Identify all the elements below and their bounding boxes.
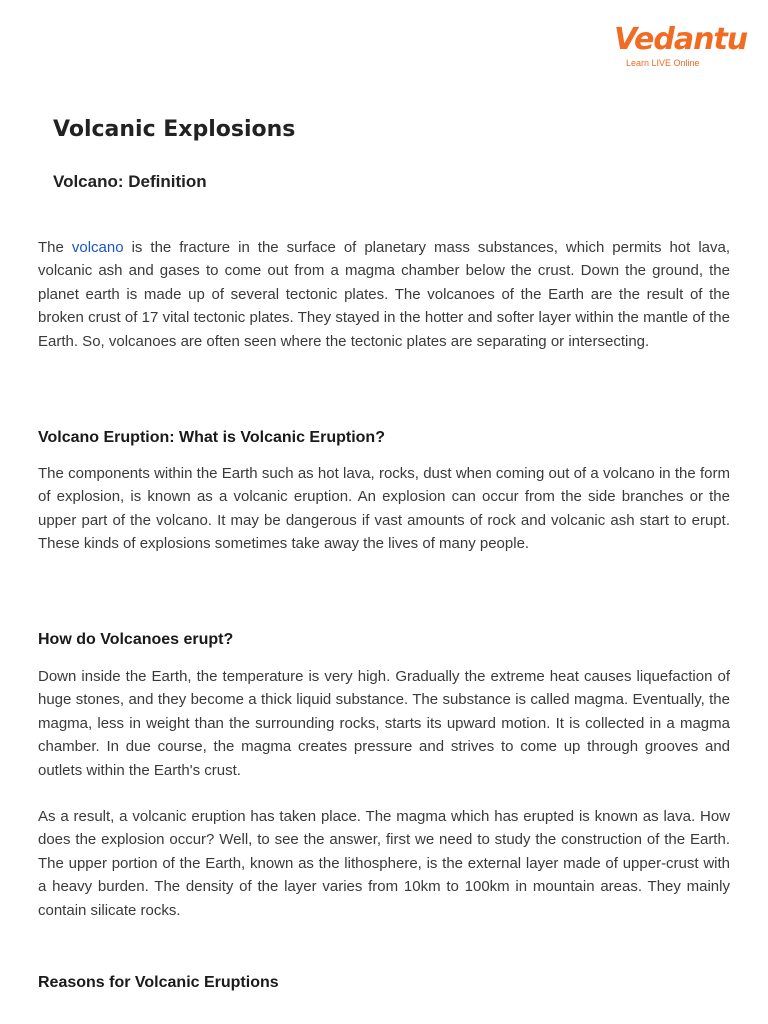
section-heading-reasons: Reasons for Volcanic Eruptions [38, 974, 279, 991]
logo-wordmark: Vedantu [614, 22, 748, 57]
definition-heading: Volcano: Definition [53, 172, 207, 191]
how-erupt-paragraph-1: Down inside the Earth, the temperature is very high. Gradually the extreme heat causes liquefaction of huge stones, and they become a thick liquid substance. The substance is called magma. Eventually, the magma, less in weight than the surrounding rocks, starts its upward motion. It is collected in a magma chamber. In due course, the magma creates pressure and strives to come up through grooves and outlets within the Earth's crust. [38, 668, 730, 779]
vedantu-logo [612, 22, 748, 70]
page-title: Volcanic Explosions [53, 117, 296, 142]
eruption-paragraph: The components within the Earth such as hot lava, rocks, dust when coming out of a volcano in the form of explosion, is known as a volcanic eruption. An explosion can occur from the side branches or the upper part of the volcano. It may be dangerous if vast amounts of rock and volcanic ash start to erupt. These kinds of explosions sometimes take away the lives of many people. [38, 465, 730, 553]
volcano-link[interactable]: volcano [71, 239, 124, 256]
how-erupt-paragraph-2: As a result, a volcanic eruption has taken place. The magma which has erupted is known as lava. How does the explosion occur? Well, to see the answer, first we need to study the construction of the Earth. The upper portion of the Earth, known as the lithosphere, is the external layer made of upper-crust with a heavy burden. The density of the layer varies from 10km to 100km in mountain areas. They mainly contain silicate rocks. [38, 808, 730, 919]
definition-text: is the fracture in the surface of planetary mass substances, which permits hot lava, volcanic ash and gases to come out from a magma chamber below the crust. Down the ground, the planet earth is made up of several tectonic plates. The volcanoes of the Earth are the result of the broken crust of 17 vital tectonic plates. They stayed in the hotter and softer layer within the mantle of the Earth. So, volcanoes are often seen where the tectonic plates are separating or intersecting. [38, 239, 731, 350]
definition-paragraph [38, 236, 730, 353]
definition-prefix: The [38, 239, 72, 256]
section-heading-eruption: Volcano Eruption: What is Volcanic Eruption? [38, 429, 385, 446]
logo-tagline: Learn LIVE Online [626, 58, 700, 68]
section-heading-how-erupt: How do Volcanoes erupt? [38, 631, 234, 648]
